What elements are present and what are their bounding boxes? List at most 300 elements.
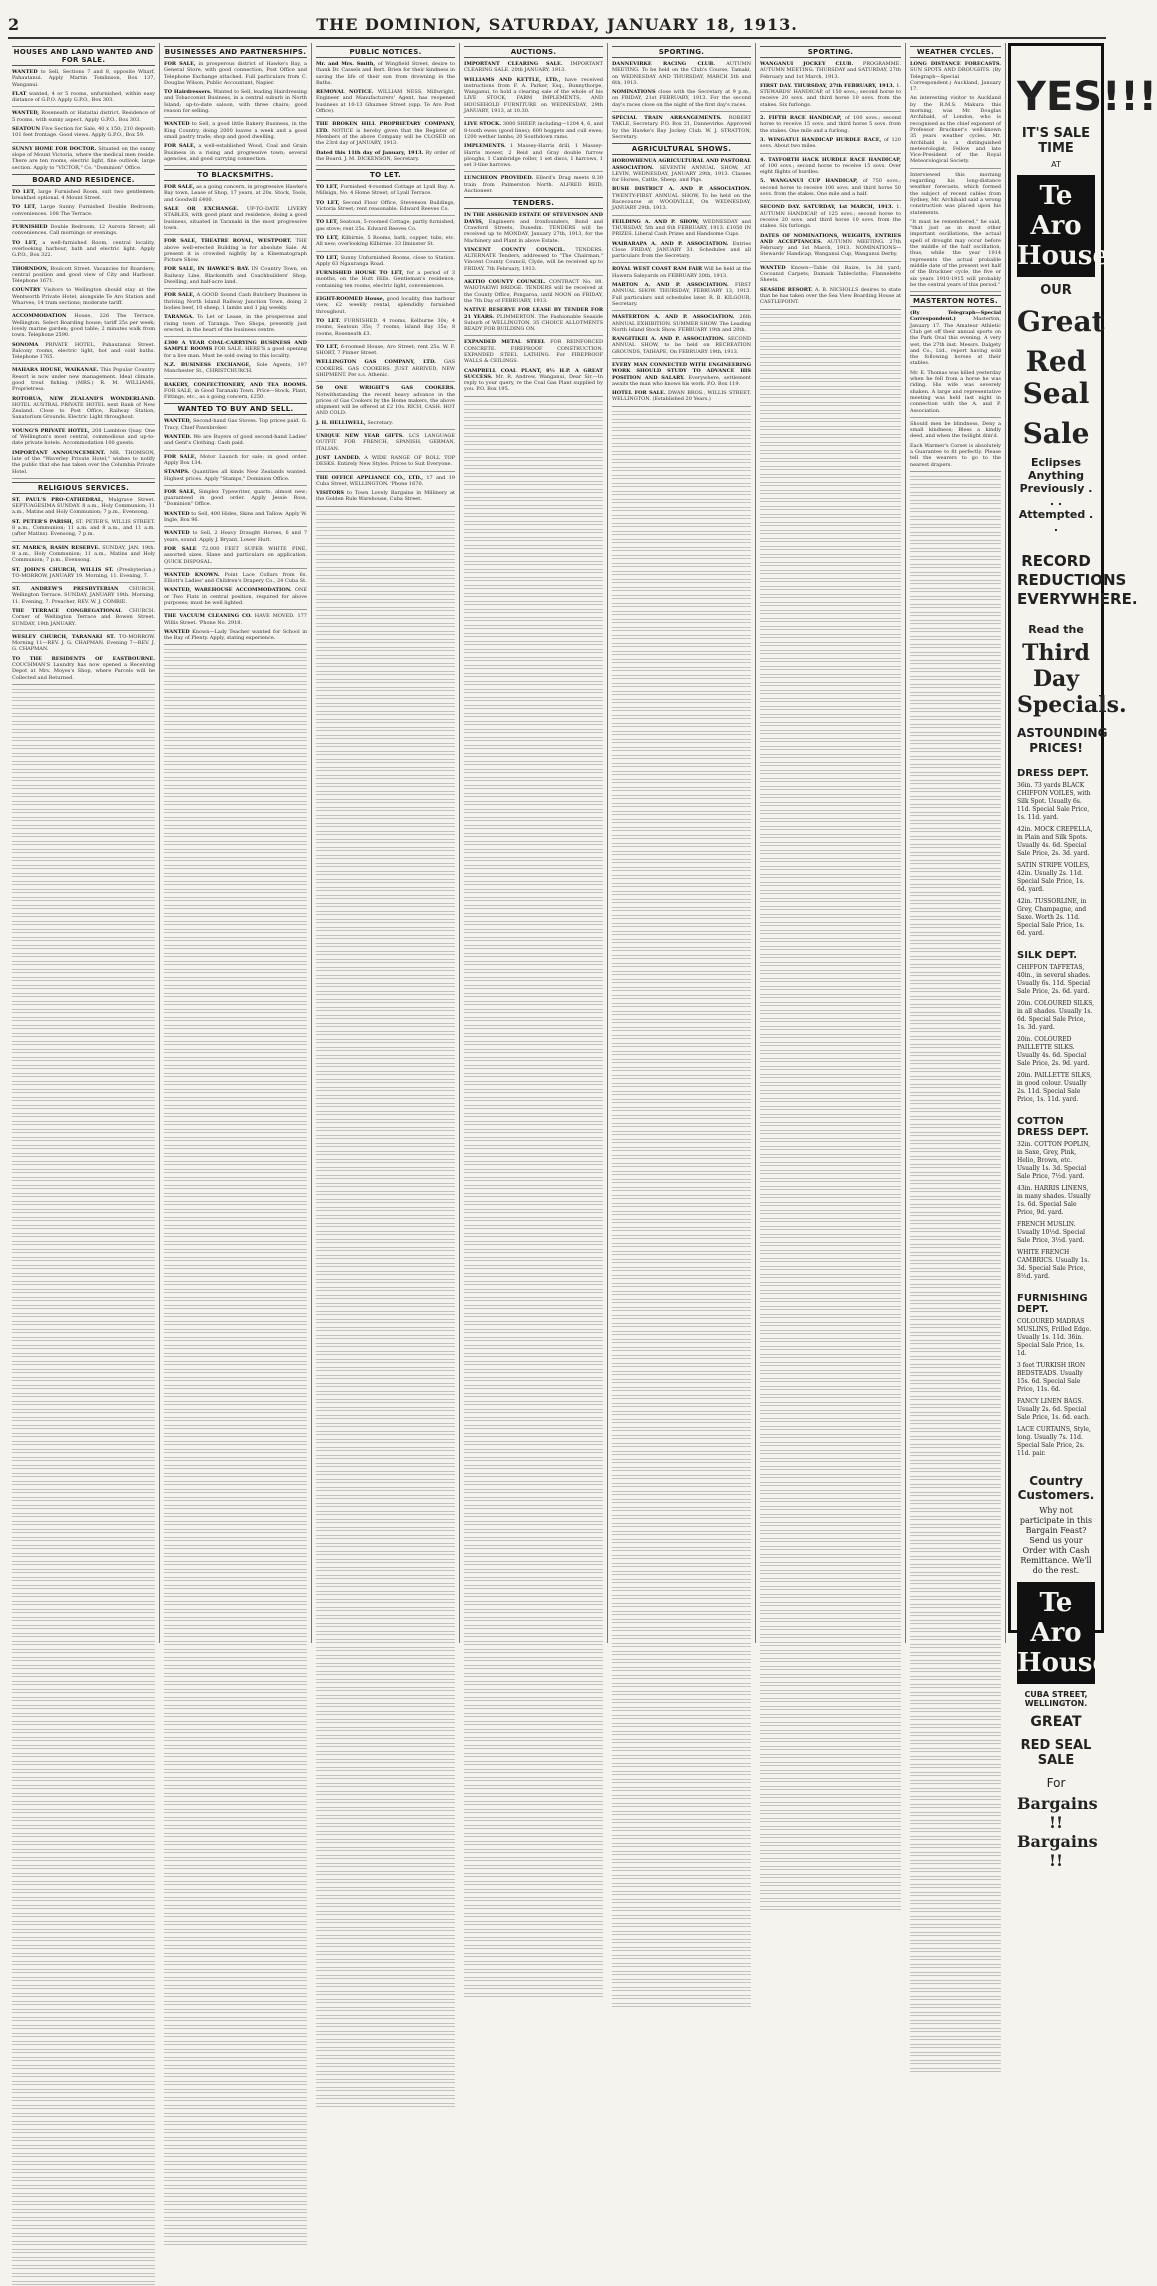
print-filler <box>464 1144 603 1150</box>
ad-divider <box>164 288 307 289</box>
print-filler <box>164 1416 307 1422</box>
print-filler <box>910 1099 1001 1105</box>
print-filler <box>464 1576 603 1582</box>
print-filler <box>464 1680 603 1686</box>
print-filler <box>760 1457 901 1463</box>
print-filler <box>316 1126 455 1132</box>
print-filler <box>910 1491 1001 1497</box>
print-filler <box>760 633 901 639</box>
print-filler <box>12 1096 155 1102</box>
print-filler <box>910 1195 1001 1201</box>
print-filler <box>910 1827 1001 1833</box>
print-filler <box>612 618 751 624</box>
print-filler <box>760 393 901 399</box>
print-filler <box>164 1664 307 1670</box>
ad-lead: WAIRARAPA A. AND P. ASSOCIATION. <box>612 240 729 247</box>
ad-body: COUCHMAN'S Laundry has now opened a Receiving Depot at Mrs. Moyes's Shop, where Parcels will be Collected and Returned. <box>12 662 155 681</box>
print-filler <box>12 1720 155 1726</box>
print-filler <box>464 1488 603 1494</box>
ad-body: Roseneath or Hataitai district, Residence of 5 rooms, with sunny aspect. Apply G.P.O., Box 303. <box>12 110 155 123</box>
print-filler <box>760 577 901 583</box>
print-filler <box>760 1273 901 1279</box>
print-filler <box>760 489 901 495</box>
ad-lead: BUSH DISTRICT A. AND P. ASSOCIATION. <box>612 186 751 193</box>
print-filler <box>316 1278 455 1284</box>
ad-body: Each Warmer's Corset is absolutely a Guarantee to fit perfectly. Please tell the wearers to go to the nearest drapers. <box>910 442 1001 468</box>
ad-body: 1 Massey-Harris drill, 1 Massey-Harris mower, 2 Reid and Gray double furrow ploughs, 1 Cambridge roller, 1 set discs, 1 harrows, 1 set 3-tine harrows. <box>464 143 603 169</box>
print-filler <box>12 1936 155 1942</box>
ad-divider <box>464 335 603 336</box>
classified-ad <box>316 420 455 426</box>
print-filler <box>316 782 455 788</box>
print-filler <box>164 1392 307 1398</box>
print-filler <box>316 1078 455 1084</box>
sale-red-seal: Red Seal <box>1022 345 1090 410</box>
classified-ad <box>12 545 155 564</box>
print-filler <box>12 696 155 702</box>
print-filler <box>164 1248 307 1254</box>
print-filler <box>612 1682 751 1688</box>
print-filler <box>760 1401 901 1407</box>
print-filler <box>164 1800 307 1806</box>
print-filler <box>464 480 603 486</box>
print-filler <box>12 1200 155 1206</box>
print-filler <box>612 1818 751 1824</box>
print-filler <box>316 1262 455 1268</box>
print-filler <box>316 750 455 756</box>
ad-divider <box>910 168 1001 169</box>
print-filler <box>910 1483 1001 1489</box>
ad-lead: WANTED <box>164 628 190 635</box>
ad-body: 26th ANNUAL EXHIBITION. SUMMER SHOW. The Leading North Island Stock Show. FEBRUARY 19th and 20th. <box>612 314 751 333</box>
print-filler <box>910 635 1001 641</box>
classified-ad <box>316 475 455 488</box>
print-filler <box>910 739 1001 745</box>
print-filler <box>164 1960 307 1966</box>
print-filler <box>910 483 1001 489</box>
print-filler <box>464 1064 603 1070</box>
sale-item: WHITE FRENCH CAMBRICS. Usually 1s. 3d. Special Sale Price, 8½d. yard. <box>1017 1249 1090 1280</box>
print-filler <box>164 1016 307 1022</box>
print-filler <box>612 1362 751 1368</box>
print-filler <box>464 1120 603 1126</box>
ad-divider <box>12 582 155 583</box>
print-filler <box>464 1936 603 1942</box>
ad-body: Sunny Unfurnished Rooms, close to Station. Apply 63 Ngauranga Road. <box>316 254 456 267</box>
print-filler <box>464 968 603 974</box>
ad-body: TO-MORROW. Morning 11—REV. J. G. CHAPMAN. Evening 7—REV. J. G. CHAPMAN. <box>12 633 155 653</box>
print-filler <box>760 1225 901 1231</box>
print-filler <box>464 1568 603 1574</box>
print-filler <box>910 1251 1001 1257</box>
print-filler <box>760 1521 901 1527</box>
sale-item: 43in. HARRIS LINENS, in many shades. Usually 1s. 6d. Special Sale Price, 9d. yard. <box>1017 1185 1091 1216</box>
ad-lead: LUNCHEON PROVIDED. <box>464 175 534 182</box>
print-filler <box>760 1081 901 1087</box>
print-filler <box>316 1006 455 1012</box>
print-filler <box>316 902 455 908</box>
ad-body: wanted, 4 or 5 rooms, unfurnished, within easy distance of G.P.O. Apply G.P.O., Box 303. <box>12 90 156 104</box>
ad-lead: ST. MARK'S, BASIN RESERVE. <box>12 544 100 551</box>
print-filler <box>316 1350 455 1356</box>
ad-divider <box>12 424 155 425</box>
print-filler <box>910 859 1001 865</box>
print-filler <box>760 1417 901 1423</box>
print-filler <box>464 1600 603 1606</box>
print-filler <box>316 1446 455 1452</box>
ad-body: THE above well-erected Building is for absolute Sale. At present it is crowded nightly by a Kinematograph Picture Show. <box>164 238 307 264</box>
print-filler <box>12 736 155 742</box>
print-filler <box>612 922 751 928</box>
print-filler <box>164 832 307 838</box>
print-filler <box>316 1950 455 1956</box>
print-filler <box>316 1702 455 1708</box>
print-filler <box>164 1928 307 1934</box>
print-filler <box>164 1096 307 1102</box>
print-filler <box>464 1384 603 1390</box>
ad-divider <box>316 117 455 118</box>
print-filler <box>612 1562 751 1568</box>
print-filler <box>464 904 603 910</box>
ad-body: of 100 sovs.; second horse to receive 15 sovs. Over eight flights of hurdles. <box>760 162 901 176</box>
print-filler <box>12 2120 155 2126</box>
print-filler <box>612 1082 751 1088</box>
print-filler <box>464 912 603 918</box>
print-filler <box>612 634 751 640</box>
print-filler <box>12 1424 155 1430</box>
print-filler <box>164 808 307 814</box>
print-filler <box>760 1329 901 1335</box>
print-filler <box>910 1899 1001 1905</box>
print-filler <box>316 910 455 916</box>
ad-lead: ST. PAUL'S PRO-CATHEDRAL, <box>12 496 104 503</box>
print-filler <box>910 763 1001 769</box>
print-filler <box>464 1328 603 1334</box>
print-filler <box>12 1952 155 1958</box>
classified-ad <box>164 121 307 140</box>
print-filler <box>910 963 1001 969</box>
print-filler <box>612 1490 751 1496</box>
print-filler <box>910 1419 1001 1425</box>
print-filler <box>612 1402 751 1408</box>
print-filler <box>164 656 307 662</box>
print-filler <box>910 2043 1001 2049</box>
print-filler <box>164 1600 307 1606</box>
ad-body: Secretary. <box>367 419 394 426</box>
ad-body: IN Country Town, on Railway Line, Blacksmith and Coachbuilders' Shop, Dwelling, and half-acre land. <box>164 266 307 286</box>
sale-record: RECORD REDUCTIONS EVERYWHERE. <box>1017 552 1138 608</box>
print-filler <box>612 2002 751 2008</box>
print-filler <box>464 424 603 430</box>
print-filler <box>164 1192 307 1198</box>
print-filler <box>164 1240 307 1246</box>
print-filler <box>164 2144 307 2150</box>
print-filler <box>316 574 455 580</box>
print-filler <box>910 1291 1001 1297</box>
store-logo: Te Aro House <box>1017 175 1095 277</box>
ad-body: A WIDE RANGE OF ROLL TOP DESKS. Entirely New Styles. Prices to Suit Everyone. <box>316 454 456 468</box>
print-filler <box>760 873 901 879</box>
print-filler <box>760 1073 901 1079</box>
print-filler <box>760 761 901 767</box>
print-filler <box>760 689 901 695</box>
print-filler <box>612 1410 751 1416</box>
ad-divider <box>164 568 307 569</box>
print-filler <box>316 1806 455 1812</box>
print-filler <box>760 1625 901 1631</box>
classified-ad <box>12 396 155 421</box>
print-filler <box>612 970 751 976</box>
print-filler <box>464 656 603 662</box>
print-filler <box>760 1697 901 1703</box>
print-filler <box>164 1144 307 1150</box>
print-filler <box>164 2008 307 2014</box>
masthead <box>8 0 1106 39</box>
ad-body: Known—Table Oil Baize, 1s 3d yard; Cocoanut Carpets; Damask Tablecloths; Flannelette Sheets. <box>760 264 901 284</box>
print-filler <box>910 1755 1001 1761</box>
print-filler <box>164 2168 307 2174</box>
print-filler <box>464 1520 603 1526</box>
print-filler <box>760 505 901 511</box>
print-filler <box>12 1648 155 1654</box>
print-filler <box>464 448 603 454</box>
print-filler <box>164 736 307 742</box>
print-filler <box>164 992 307 998</box>
print-filler <box>612 1650 751 1656</box>
print-filler <box>464 648 603 654</box>
print-filler <box>612 794 751 800</box>
print-filler <box>12 1776 155 1782</box>
print-filler <box>464 1312 603 1318</box>
ad-lead: TO THE RESIDENTS OF EASTBOURNE. <box>12 655 155 662</box>
print-filler <box>12 1512 155 1518</box>
ad-lead: DANNEVIRKE RACING CLUB. <box>612 61 715 67</box>
print-filler <box>464 784 603 790</box>
print-filler <box>12 1328 155 1334</box>
print-filler <box>910 499 1001 505</box>
print-filler <box>316 582 455 588</box>
ad-lead: ST. PETER'S PARISH, <box>12 518 74 525</box>
print-filler <box>910 1939 1001 1945</box>
print-filler <box>760 545 901 551</box>
ad-body: Masterton, January 17. The Amateur Athletic Club get off their annual sports on the Park Oval this evening. A very wet, the 27th inst. Messrs. Dalgety and Co., Ltd., report having sold the following horses at their stables. <box>910 316 1001 367</box>
ad-lead: NOMINATIONS <box>612 89 656 96</box>
print-filler <box>760 1561 901 1567</box>
print-filler <box>464 1400 603 1406</box>
print-filler <box>164 1968 307 1974</box>
print-filler <box>760 385 901 391</box>
classified-ad <box>12 146 155 171</box>
print-filler <box>910 1603 1001 1609</box>
print-filler <box>464 1672 603 1678</box>
ad-body: of 100 sovs.; second horse to receive 15 sovs. and third horse 5 sovs. from the stakes. One mile and a furlong. <box>760 115 902 134</box>
print-filler <box>464 1808 603 1814</box>
ad-divider <box>12 478 155 479</box>
print-filler <box>464 768 603 774</box>
print-filler <box>910 1555 1001 1561</box>
print-filler <box>12 1528 155 1534</box>
column-1 <box>8 43 160 1643</box>
print-filler <box>164 1720 307 1726</box>
print-filler <box>316 534 455 540</box>
ad-body: ST. PETER'S, WILLIS STREET. 8 a.m., Communion; 11 a.m. and 8 a.m., and 11 a.m. (after Matins). Evensong, 7 p.m. <box>12 518 156 538</box>
print-filler <box>164 904 307 910</box>
print-filler <box>760 1209 901 1215</box>
ad-lead: WANTED. <box>164 434 192 441</box>
print-filler <box>164 2136 307 2142</box>
print-filler <box>164 1768 307 1774</box>
print-filler <box>612 562 751 568</box>
print-filler <box>612 1826 751 1832</box>
print-filler <box>760 1009 901 1015</box>
print-filler <box>760 529 901 535</box>
print-filler <box>612 426 751 432</box>
classified-ad <box>164 382 307 401</box>
print-filler <box>464 1880 603 1886</box>
print-filler <box>612 1290 751 1296</box>
print-filler <box>910 1043 1001 1049</box>
print-filler <box>612 482 751 488</box>
ad-divider <box>12 541 155 542</box>
ad-lead: 4. TAYFORTH HACK HURDLE RACE HANDICAP, <box>760 156 901 163</box>
print-filler <box>612 1210 751 1216</box>
print-filler <box>910 1155 1001 1161</box>
print-filler <box>760 1737 901 1743</box>
print-filler <box>612 1778 751 1784</box>
ad-body: Everywhere, settlement awaits the man who knows his work. P.O. Box 119. <box>612 374 752 387</box>
print-filler <box>910 1051 1001 1057</box>
ad-body: Notwithstanding the recent heavy advance in the prices of Gas Cookers by the Home makers, the above shipment will be offered at £2 10s. RICH, CASH. HOT AND COLD. <box>316 391 455 417</box>
print-filler <box>612 1002 751 1008</box>
classified-ad <box>464 307 603 332</box>
sale-headline: YES!!! <box>1017 74 1157 120</box>
sale-dept-heading: DRESS DEPT. <box>1017 768 1089 779</box>
print-filler <box>910 1611 1001 1617</box>
print-filler <box>316 1854 455 1860</box>
print-filler <box>760 1481 901 1487</box>
print-filler <box>316 1982 455 1988</box>
print-filler <box>464 1928 603 1934</box>
print-filler <box>760 1609 901 1615</box>
print-filler <box>164 1072 307 1078</box>
print-filler <box>316 1342 455 1348</box>
print-filler <box>464 1480 603 1486</box>
print-filler <box>760 841 901 847</box>
print-filler <box>910 779 1001 785</box>
ad-lead: MARTON A. AND P. ASSOCIATION. <box>612 282 729 289</box>
print-filler <box>910 1971 1001 1977</box>
print-filler <box>612 1226 751 1232</box>
print-filler <box>164 2200 307 2206</box>
ad-divider <box>760 261 901 262</box>
print-filler <box>612 1954 751 1960</box>
print-filler <box>316 830 455 836</box>
print-filler <box>910 563 1001 569</box>
print-filler <box>612 866 751 872</box>
print-filler <box>612 1634 751 1640</box>
print-filler <box>316 2022 455 2028</box>
print-filler <box>760 993 901 999</box>
print-filler <box>760 1881 901 1887</box>
print-filler <box>164 1264 307 1270</box>
print-filler <box>910 1619 1001 1625</box>
ad-lead: IMPORTANT ANNOUNCEMENT. <box>12 449 106 456</box>
print-filler <box>12 1376 155 1382</box>
print-filler <box>612 1858 751 1864</box>
print-filler <box>164 1864 307 1870</box>
ad-body: PLIMMERTON. The Fashionable Seaside Suburb of WELLINGTON. 35 CHOICE ALLOTMENTS READY FOR BUILDING ON. <box>464 313 603 333</box>
column-8-sale-ad <box>1006 43 1157 1870</box>
print-filler <box>12 1664 155 1670</box>
print-filler <box>164 1184 307 1190</box>
print-filler <box>760 897 901 903</box>
print-filler <box>910 1147 1001 1153</box>
print-filler <box>910 619 1001 625</box>
sale-at: AT <box>1051 160 1061 169</box>
print-filler <box>164 2224 307 2230</box>
print-filler <box>612 1090 751 1096</box>
print-filler <box>464 536 603 542</box>
print-filler <box>164 1984 307 1990</box>
print-filler <box>612 1058 751 1064</box>
print-filler <box>164 1824 307 1830</box>
print-filler <box>612 770 751 776</box>
classified-ad <box>464 77 603 115</box>
print-filler <box>910 611 1001 617</box>
print-filler <box>316 670 455 676</box>
print-filler <box>316 1958 455 1964</box>
print-filler <box>612 442 751 448</box>
ad-lead: SEATOUN <box>12 126 41 133</box>
print-filler <box>760 537 901 543</box>
print-filler <box>464 1088 603 1094</box>
sale-item: LACE CURTAINS, Style, long. Usually 7s. 11d. Special Sale Price, 2s. 11d. pair. <box>1017 1426 1091 1457</box>
print-filler <box>760 1121 901 1127</box>
print-filler <box>464 920 603 926</box>
ad-lead: SPECIAL TRAIN ARRANGEMENTS. <box>612 115 722 122</box>
print-filler <box>464 1160 603 1166</box>
print-filler <box>164 1464 307 1470</box>
print-filler <box>164 1808 307 1814</box>
print-filler <box>464 728 603 734</box>
ad-body: Large Sunny Furnished Double Bedroom; conveniences. 108 The Terrace. <box>12 204 155 217</box>
ad-lead: DATES OF NOMINATIONS, WEIGHTS, ENTRIES AND ACCEPTANCES. <box>760 232 901 245</box>
print-filler <box>760 833 901 839</box>
ad-lead: TO LET, <box>12 188 36 195</box>
print-filler <box>910 1779 1001 1785</box>
print-filler <box>760 1801 901 1807</box>
print-filler <box>316 1430 455 1436</box>
print-filler <box>760 889 901 895</box>
print-filler <box>612 938 751 944</box>
print-filler <box>760 905 901 911</box>
print-filler <box>910 1683 1001 1689</box>
classified-ad <box>316 61 455 86</box>
print-filler <box>316 846 455 852</box>
ad-divider <box>316 429 455 430</box>
print-filler <box>12 1184 155 1190</box>
print-filler <box>164 2072 307 2078</box>
print-filler <box>164 1368 307 1374</box>
print-filler <box>316 934 455 940</box>
print-filler <box>910 923 1001 929</box>
sale-item: 42in. MOCK CREPELLA, in Plain and Silk Spots. Usually 4s. 6d. Special Sale Price, 2s. 3d. yard. <box>1017 826 1093 857</box>
print-filler <box>760 1201 901 1207</box>
classified-ad <box>12 204 155 217</box>
print-filler <box>12 1752 155 1758</box>
print-filler <box>760 409 901 415</box>
print-filler <box>760 1041 901 1047</box>
